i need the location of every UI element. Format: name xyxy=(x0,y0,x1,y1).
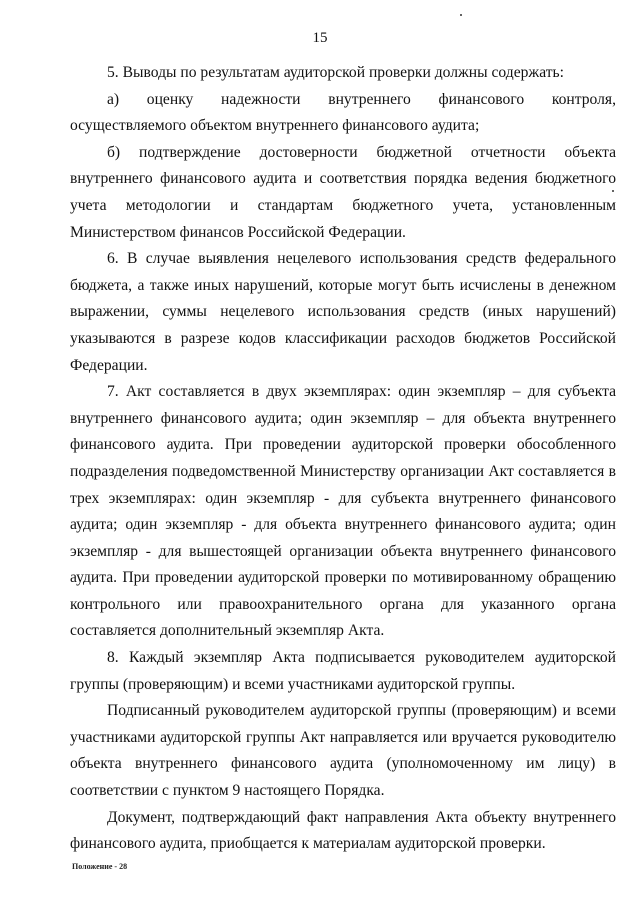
paragraph-8: 8. Каждый экземпляр Акта подписывается руководителем аудиторской группы (проверяющим) и всеми участниками аудиторской группы. xyxy=(70,649,616,693)
paragraph-signed-act: Подписанный руководителем аудиторской группы (проверяющим) и всеми участниками аудиторской группы Акт направляется или вручается руководителю объекта внутреннего финансового аудита (уполномоченному им лицу) в соответствии с пунктом 9 настоящего Порядка. xyxy=(70,702,616,800)
page-number: 15 xyxy=(312,30,328,46)
paragraph-5a: а) оценку надежности внутреннего финансового контроля, осуществляемого объектом внутреннего финансового аудита; xyxy=(70,90,616,135)
scan-speck xyxy=(460,14,462,16)
scan-speck xyxy=(612,190,614,192)
footer-document-code: Положение - 28 xyxy=(72,862,128,871)
paragraph-document-confirmation: Документ, подтверждающий факт направления Акта объекту внутреннего финансового аудита, приобщается к материалам аудиторской проверки. xyxy=(70,808,616,853)
document-body xyxy=(70,60,616,858)
paragraph-5-intro: 5. Выводы по результатам аудиторской проверки должны содержать: xyxy=(107,64,564,81)
paragraph-6: 6. В случае выявления нецелевого использования средств федерального бюджета, а также иных нарушений, которые могут быть исчислены в денежном выражении, суммы нецелевого использования средств (иных нарушений) указываются в разрезе кодов классификации расходов бюджетов Российской Федерации. xyxy=(70,250,616,374)
paragraph-5b: б) подтверждение достоверности бюджетной отчетности объекта внутреннего финансового аудита и соответствия порядка ведения бюджетного учета методологии и стандартам бюджетного учета, установленным Министерством финансов Российской Федерации. xyxy=(70,143,616,241)
paragraph-7: 7. Акт составляется в двух экземплярах: один экземпляр – для субъекта внутреннего финансового аудита; один экземпляр – для объекта внутреннего финансового аудита. При проведении аудиторской проверки обособленного подразделения подведомственной Министерству организации Акт составляется в трех экземплярах: один экземпляр - для субъекта внутреннего финансового аудита; один экземпляр - для объекта внутреннего финансового аудита; один экземпляр - для вышестоящей организации объекта внутреннего финансового аудита. При проведении аудиторской проверки по мотивированному обращению контрольного или правоохранительного органа для указанного органа составляется дополнительный экземпляр Акта. xyxy=(70,383,616,640)
